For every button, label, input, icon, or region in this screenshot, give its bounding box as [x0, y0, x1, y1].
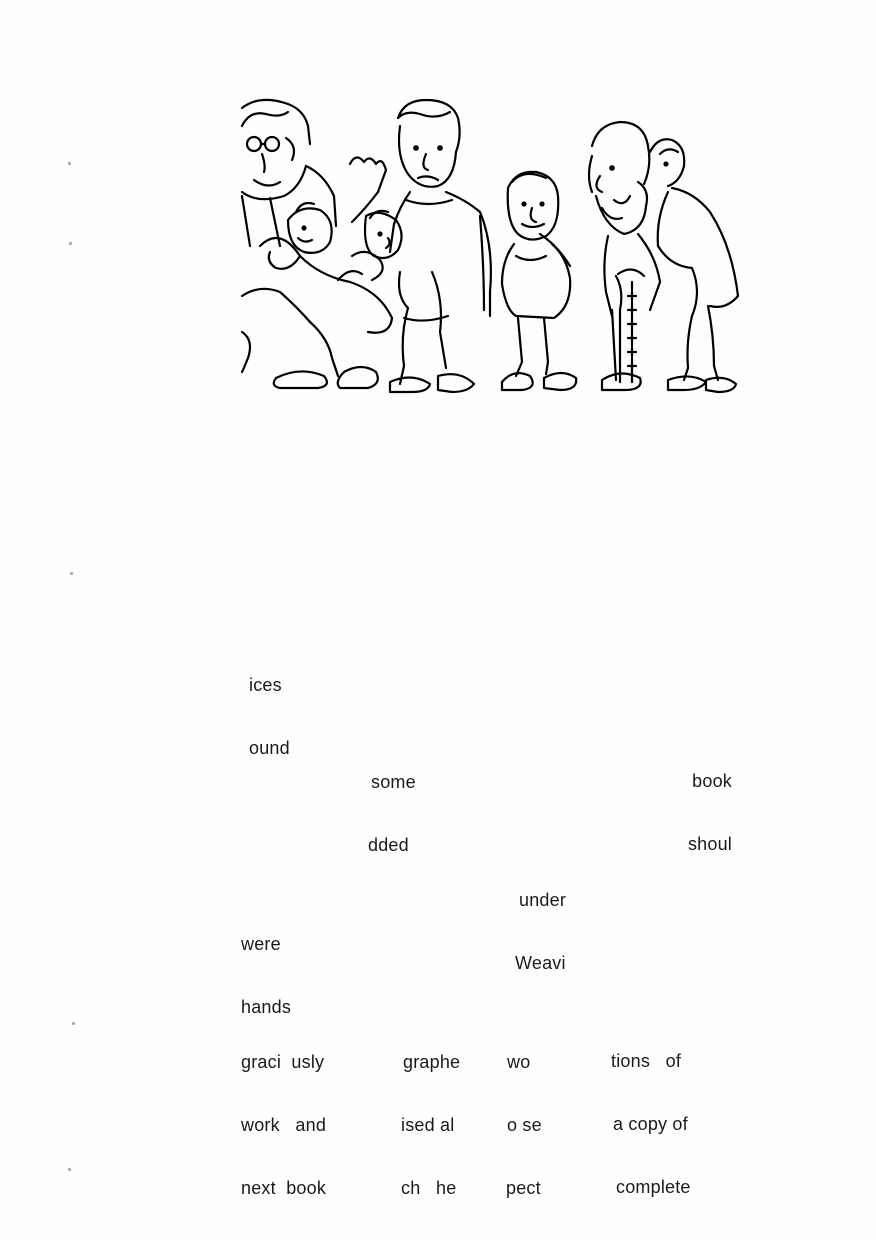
crouching-boy-figure: [242, 203, 392, 388]
fragment-line: shoul: [687, 834, 732, 854]
fragment-line: ch he: [401, 1178, 457, 1198]
scan-mark: [70, 572, 73, 575]
scan-mark: [69, 242, 72, 245]
hunched-old-man-figure: [650, 139, 738, 392]
fragment-line: ices: [249, 675, 282, 695]
fragment-line: next book: [241, 1178, 327, 1198]
fragment-line: complete: [616, 1177, 691, 1197]
fragment-line: a copy of: [613, 1114, 688, 1134]
scan-mark: [68, 162, 71, 165]
walking-stick-figure: [618, 269, 644, 382]
arms-raised-boy-figure: [350, 157, 474, 392]
fragment-line: ised al: [401, 1115, 455, 1135]
fragment-line: Weavi: [515, 953, 566, 973]
text-fragment-tions: [611, 1009, 691, 1240]
fragment-line: pect: [506, 1178, 541, 1198]
fragment-line: wo: [507, 1052, 531, 1072]
text-fragment-ices: [249, 633, 290, 801]
fragment-line: some: [371, 772, 416, 792]
text-fragment-under: [515, 848, 566, 1016]
fragment-line: graci usly: [241, 1052, 325, 1072]
fragment-line: work and: [241, 1115, 327, 1135]
fragment-line: o se: [507, 1115, 542, 1135]
fragment-line: hands: [241, 997, 292, 1017]
cartoon-group-illustration: [240, 96, 745, 396]
text-fragment-some: [368, 730, 416, 898]
text-fragment-graphe: [401, 1010, 460, 1241]
text-fragment-graciously: [241, 1010, 326, 1241]
tall-young-man-figure: [390, 100, 491, 316]
fragment-line: dded: [368, 835, 409, 855]
fragment-line: under: [519, 890, 567, 910]
bearded-old-man-figure: [589, 122, 660, 390]
fragment-line: ound: [249, 738, 290, 758]
text-fragment-wo: [506, 1010, 542, 1241]
scan-mark: [72, 1022, 75, 1025]
fragment-line: book: [692, 771, 732, 791]
thinking-boy-figure: [502, 172, 576, 390]
scan-mark: [68, 1168, 71, 1171]
text-fragment-book: [660, 729, 732, 897]
fragment-line: graphe: [403, 1052, 461, 1072]
fragment-line: tions of: [611, 1051, 682, 1071]
fragment-line: were: [241, 934, 281, 954]
